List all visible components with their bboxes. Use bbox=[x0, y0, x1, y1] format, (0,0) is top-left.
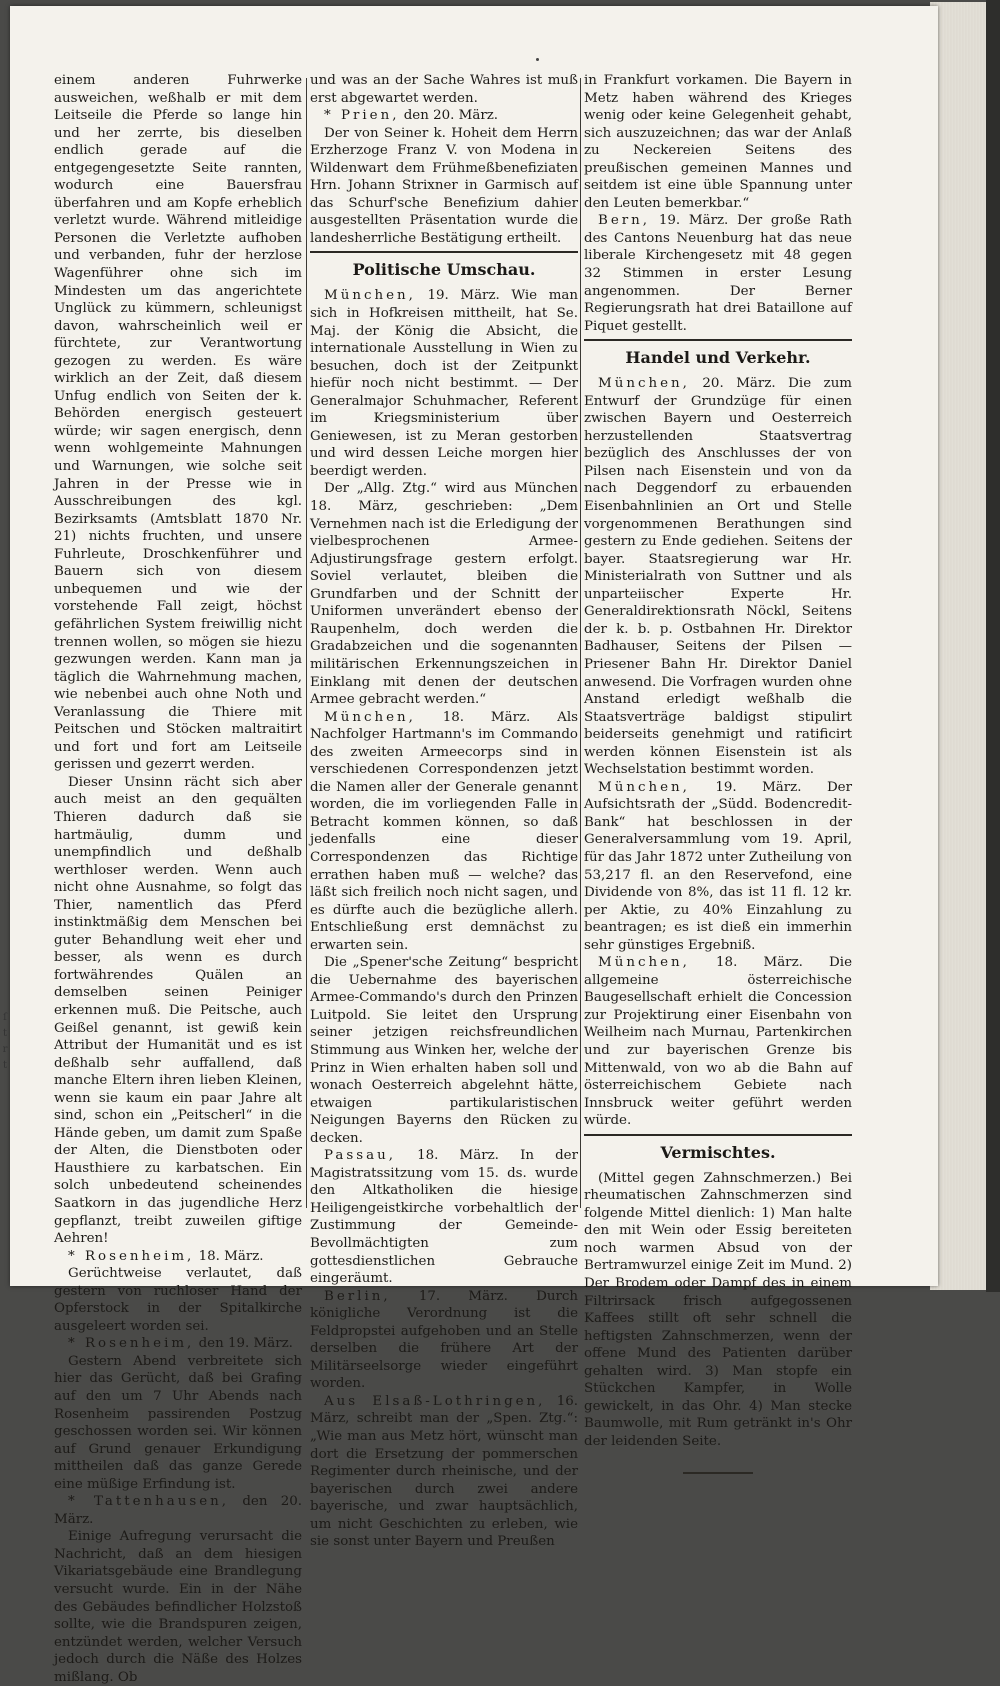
dateline: * Rosenheim, 18. März. bbox=[68, 1248, 264, 1264]
article-text: München, 19. März. Der Aufsichtsrath der „Südd. Bodencredit-Bank“ hat beschlossen in der Generalversammlung vom 19. April, für das Jahr 1872 unter Zutheilung von 53,217 fl. an den Reservefond, eine Dividende von 8%, das ist 11 fl. 12 kr. per Aktie, zu 40% Einzahlung zu beantragen; es ist dieß ein immerhin sehr günstiges Ergebniß. bbox=[584, 779, 852, 953]
section-heading-handel-und-verkehr: Handel und Verkehr. bbox=[625, 348, 811, 368]
column-3 bbox=[584, 72, 852, 1474]
article-text: Der von Seiner k. Hoheit dem Herrn Erzherzoge Franz V. von Modena in Wildenwart dem Frühmeßbenefiziaten Hrn. Johann Strixner in Garmisch auf das Schurf'sche Benefizium dahier ausgestellten Präsentation wurde die landesherrliche Bestätigung ertheilt. bbox=[310, 125, 578, 246]
column-divider-2 bbox=[580, 78, 581, 1208]
section-rule bbox=[584, 1134, 852, 1136]
article-text: Bern, 19. März. Der große Rath des Cantons Neuenburg hat das neue liberale Kirchengesetz mit 48 gegen 32 Stimmen in erster Lesung angenommen. Der Berner Regierungsrath hat drei Bataillone auf Piquet gestellt. bbox=[584, 213, 852, 334]
book-cover-edge bbox=[986, 0, 1000, 1292]
article-text: München, 18. März. Als Nachfolger Hartmann's im Commando des zweiten Armeecorps sind in verschiedenen Correspondenzen jetzt die Namen aller der Generale genannt worden, die im vorliegenden Falle in Betracht kommen können, so daß jedenfalls eine dieser Correspondenzen das Richtige errathen haben muß — welche? das läßt sich freilich noch nicht sagen, und es dürfte auch die bezügliche allerh. Entschließung erst demnächst zu erwarten sein. bbox=[310, 709, 578, 953]
margin-marks: ſ t r t bbox=[2, 1012, 8, 1071]
section-heading-politische-umschau: Politische Umschau. bbox=[352, 260, 536, 280]
article-text: Der „Allg. Ztg.“ wird aus München 18. März, geschrieben: „Dem Vernehmen nach ist die Erledigung der vielbesprochenen Armee-Adjustirungsfrage gestern erfolgt. Soviel verlautet, bleiben die Grundfarben und der Schnitt der Uniformen unverändert ebenso der Raupenhelm, doch werden die Gradabzeichen und die sogenannten militärischen Erkennungszeichen in Einklang mit denen der deutschen Armee gebracht werden.“ bbox=[310, 481, 578, 708]
article-text: und was an der Sache Wahres ist muß erst abgewartet werden. bbox=[310, 73, 578, 106]
article-text: Die „Spener'sche Zeitung“ bespricht die Uebernahme des bayerischen Armee-Commando's durch den Prinzen Luitpold. Sie leitet den Ursprung seiner jetzigen reichsfreundlichen Stimmung aus Winken her, welche der Prinz in Wien erhalten haben soll und wonach Oesterreich abgelehnt hätte, etwaigen partikularistischen Neigungen Bayerns den Rücken zu decken. bbox=[310, 955, 578, 1146]
article-text: München, 20. März. Die zum Entwurf der Grundzüge für einen zwischen Bayern und Oesterreich herzustellenden Staatsvertrag bezüglich des Anschlusses der von Pilsen nach Eisenstein und von da nach Deggendorf zu erbauenden Eisenbahnlinien an Ort und Stelle vorgenommenen Berathungen sind gestern zu Ende gediehen. Seitens der bayer. Staatsregierung war Hr. Ministerialrath von Suttner und als unparteiischer Experte Hr. Generaldirektionsrath Nöckl, Seitens der k. b. p. Ostbahnen Hr. Direktor Badhauser, Seitens der Pilsen — Priesener Bahn Hr. Direktor Daniel anwesend. Die Vorfragen wurden ohne Anstand erledigt weßhalb die Staatsverträge baldigst stipulirt beiderseits genehmigt und ratificirt werden können Eisenstein ist als Wechselstation bestimmt worden. bbox=[584, 376, 853, 778]
column-1 bbox=[54, 72, 302, 1686]
ink-speck bbox=[536, 58, 539, 61]
section-heading-vermischtes: Vermischtes. bbox=[660, 1142, 776, 1162]
end-rule bbox=[683, 1472, 753, 1474]
article-text: Gestern Abend verbreitete sich hier das Gerücht, daß bei Grafing auf den um 7 Uhr Abends nach Rosenheim passirenden Postzug geschossen worden sei. Wir können auf Grund genauer Erkundigung mittheilen daß das ganze Gerede eine müßige Erfindung ist. bbox=[54, 1353, 302, 1492]
book-page-edges bbox=[930, 2, 990, 1290]
article-text: (Mittel gegen Zahnschmerzen.) Bei rheumatischen Zahnschmerzen sind folgende Mittel dienlich: 1) Man halte den mit Wein oder Essig bereiteten noch warmen Absud von der Bertramwurzel einige Zeit im Mund. 2) Der Brodem oder Dampf des in einem Filtrirsack frisch aufgegossenen Kaffees stillt oft sehr schnell die heftigsten Zahnschmerzen, wenn der offene Mund des Patienten darüber gehalten wird. 3) Man stopfe ein Stückchen Kampfer, in Wolle gewickelt, in das Ohr. 4) Man stecke Baumwolle, mit Rum getränkt in's Ohr der leidenden Seite. bbox=[584, 1170, 852, 1449]
section-rule bbox=[310, 251, 578, 253]
article-text: Berlin, 17. März. Durch königliche Verordnung ist die Feldpropstei aufgehoben und an Stelle derselben die frühere Art der Militärseelsorge wieder eingeführt worden. bbox=[310, 1288, 578, 1392]
dateline: * Rosenheim, den 19. März. bbox=[68, 1336, 293, 1352]
article-text: Passau, 18. März. In der Magistratssitzung vom 15. ds. wurde den Altkatholiken die hiesige Heiligengeistkirche vorbehaltlich der Zustimmung der Gemeinde-Bevollmächtigten zum gottesdienstlichen Gebrauche eingeräumt. bbox=[310, 1148, 578, 1287]
article-text: Einige Aufregung verursacht die Nachricht, daß an dem hiesigen Vikariatsgebäude eine Brandlegung versucht wurde. Ein in der Nähe des Gebäudes befindlicher Holzstoß sollte, wie die Brandspuren zeigen, entzündet werden, welcher Versuch jedoch durch die Näße des Holzes mißlang. Ob bbox=[54, 1529, 302, 1685]
article-text: Aus Elsaß-Lothringen, 16. März, schreibt man der „Spen. Ztg.“: „Wie man aus Metz hört, wünscht man dort die Ersetzung der pommerschen Regimenter durch rheinische, und der bayerischen durch zwei andere bayerische, und zwar hauptsächlich, um nicht Geschichten zu erleben, wie sie sonst unter Bayern und Preußen bbox=[310, 1393, 578, 1550]
article-text: Gerüchtweise verlautet, daß gestern von ruchloser Hand der Opferstock in der Spitalkirche ausgeleert worden sei. bbox=[54, 1266, 302, 1334]
article-text: in Frankfurt vorkamen. Die Bayern in Metz haben während des Krieges wenig oder keine Gelegenheit gehabt, sich auszuzeichnen; das war der Anlaß zu Neckereien Seitens des preußischen gemeinen Mannes und seitdem ist eine üble Spannung unter den Leuten bemerkbar.“ bbox=[584, 73, 852, 211]
dateline: * Prien, den 20. März. bbox=[324, 108, 499, 124]
article-text: München, 18. März. Die allgemeine österreichische Baugesellschaft erhielt die Concession zur Projektirung einer Eisenbahn von Weilheim nach Murnau, Partenkirchen und zur bayerischen Grenze bis Mittenwald, von wo ab die Bahn auf österreichischem Gebiete nach Innsbruck weiter geführt werden würde. bbox=[584, 955, 852, 1129]
article-text: München, 19. März. Wie man sich in Hofkreisen mittheilt, hat Se. Maj. der König die Absicht, die internationale Ausstellung in Wien zu besuchen, doch ist der Zeitpunkt hiefür noch nicht bestimmt. — Der Generalmajor Schuhmacher, Referent im Kriegsministerium über Geniewesen, ist zu Meran gestorben und wird dessen Leiche morgen hier beerdigt werden. bbox=[310, 288, 579, 479]
column-divider-1 bbox=[306, 78, 307, 1208]
article-text: einem anderen Fuhrwerke ausweichen, weßhalb er mit dem Leitseile die Pferde so lange hin und her zerrte, bis dieselben endlich gerade auf die entgegengesetzte Seite rannten, wodurch eine Bauersfrau überfahren und am Kopfe erheblich verletzt wurde. Während mitleidige Personen die Verletzte aufhoben und verbanden, fuhr der herzlose Wagenführer ohne sich im Mindesten um das angerichtete Unglück zu kümmern, schleunigst davon, wahrscheinlich weil er fürchtete, zur Verantwortung gezogen zu werden. Es wäre wirklich an der Zeit, daß diesem Unfug endlich von Seiten der k. Behörden energisch gesteuert würde; wir sagen energisch, denn wenn wohlgemeinte Mahnungen und Warnungen, wie solche seit Jahren in der Presse wie in Ausschreibungen des kgl. Bezirksamts (Amtsblatt 1870 Nr. 21) nichts fruchten, und unsere Fuhrleute, Droschkenführer und Bauern sich von diesem unbequemen und wie der vorstehende Fall zeigt, höchst gefährlichen System freiwillig nicht trennen wollen, so mögen sie hiezu gezwungen werden. Kann man ja täglich die Wahrnehmung machen, wie nebenbei auch ohne Noth und Veranlassung die Thiere mit Peitschen und Stöcken maltraitirt und fort und fort am Leitseile gerissen und gezerrt werden. bbox=[54, 73, 302, 773]
article-text: Dieser Unsinn rächt sich aber auch meist an den gequälten Thieren dadurch daß sie hartmäulig, dumm und unempfindlich und deßhalb werthloser werden. Wenn auch nicht ohne Ausnahme, so folgt das Thier, namentlich das Pferd instinktmäßig dem Menschen bei guter Behandlung weit eher und besser, als wenn es durch fortwährendes Quälen an demselben seinen Peiniger erkennen muß. Die Peitsche, auch Geißel genannt, ist gewiß kein Attribut der Humanität und es ist deßhalb sehr auffallend, daß manche Eltern ihren lieben Kleinen, wenn sie kaum ein paar Jahre alt sind, schon ein „Peitscherl“ in die Hände geben, um damit zum Spaße der Alten, die Dienstboten oder Hausthiere zu karbatschen. Ein solch unbedeutend scheinendes Saatkorn in das jugendliche Herz gepflanzt, treibt zuweilen giftige Aehren! bbox=[54, 774, 302, 1247]
column-2 bbox=[310, 72, 578, 1551]
section-rule bbox=[584, 339, 852, 341]
dateline: * Tattenhausen, den 20. März. bbox=[54, 1494, 303, 1527]
